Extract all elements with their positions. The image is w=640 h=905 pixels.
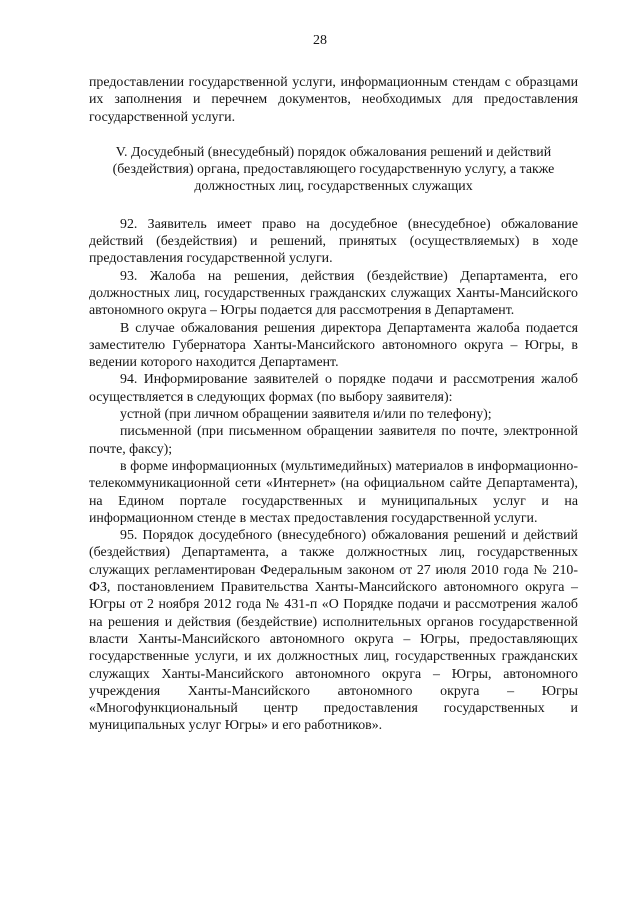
section-heading: V. Досудебный (внесудебный) порядок обжалования решений и действий (бездействия) органа, предоставляющего государственную услугу, а также должностных лиц, государственных служащих [112, 144, 555, 195]
document-body [89, 74, 578, 735]
paragraph-94-written: письменной (при письменном обращении заявителя по почте, электронной почте, факсу); [89, 424, 578, 457]
intro-paragraph: предоставлении государственной услуги, информационным стендам с образцами их заполнения и перечнем документов, необходимых для предоставления государственной услуги. [89, 75, 578, 125]
paragraph-92: 92. Заявитель имеет право на досудебное (внесудебное) обжалование действий (бездействия) и решений, принятых (осуществляемых) в ходе предоставления государственной услуги. [89, 216, 578, 267]
spacer [89, 126, 578, 144]
paragraph-93: 93. Жалоба на решения, действия (бездействие) Департамента, его должностных лиц, государственных гражданских служащих Ханты-Мансийского автономного округа – Югры подается для рассмотрения в Департамент. [89, 268, 578, 319]
paragraph-94-multimedia: в форме информационных (мультимедийных) материалов в информационно-телекоммуникационной сети «Интернет» (на официальном сайте Департамента), на Едином портале государственных и муниципальных услуг и на информационном стенде в местах предоставления государственной услуги. [89, 458, 578, 526]
paragraph-93-appeal-director: В случае обжалования решения директора Департамента жалоба подается заместителю Губернатора Ханты-Мансийского автономного округа – Югры, в ведении которого находится Департамент. [89, 320, 578, 371]
spacer [89, 196, 578, 216]
paragraph-94-oral: устной (при личном обращении заявителя и/или по телефону); [120, 407, 492, 423]
paragraph-95: 95. Порядок досудебного (внесудебного) обжалования решений и действий (бездействия) Департамента, а также должностных лиц, государственных служащих регламентирован Федеральным законом от 27 июля 2010 года № 210-ФЗ, постановлением Правительства Ханты-Мансийского автономного округа – Югры от 2 ноября 2012 года № 431-п «О Порядке подачи и рассмотрения жалоб на решения и действия (бездействие) исполнительных органов государственной власти Ханты-Мансийского автономного округа – Югры, предоставляющих государственные услуги, и их должностных лиц, государственных гражданских служащих Ханты-Мансийского автономного округа – Югры, автономного учреждения Ханты-Мансийского автономного округа – Югры «Многофункциональный центр предоставления государственных и муниципальных услуг Югры» и его работников». [89, 528, 578, 734]
page-number: 28 [313, 33, 327, 48]
paragraph-94: 94. Информирование заявителей о порядке подачи и рассмотрения жалоб осуществляется в следующих формах (по выбору заявителя): [89, 372, 578, 405]
